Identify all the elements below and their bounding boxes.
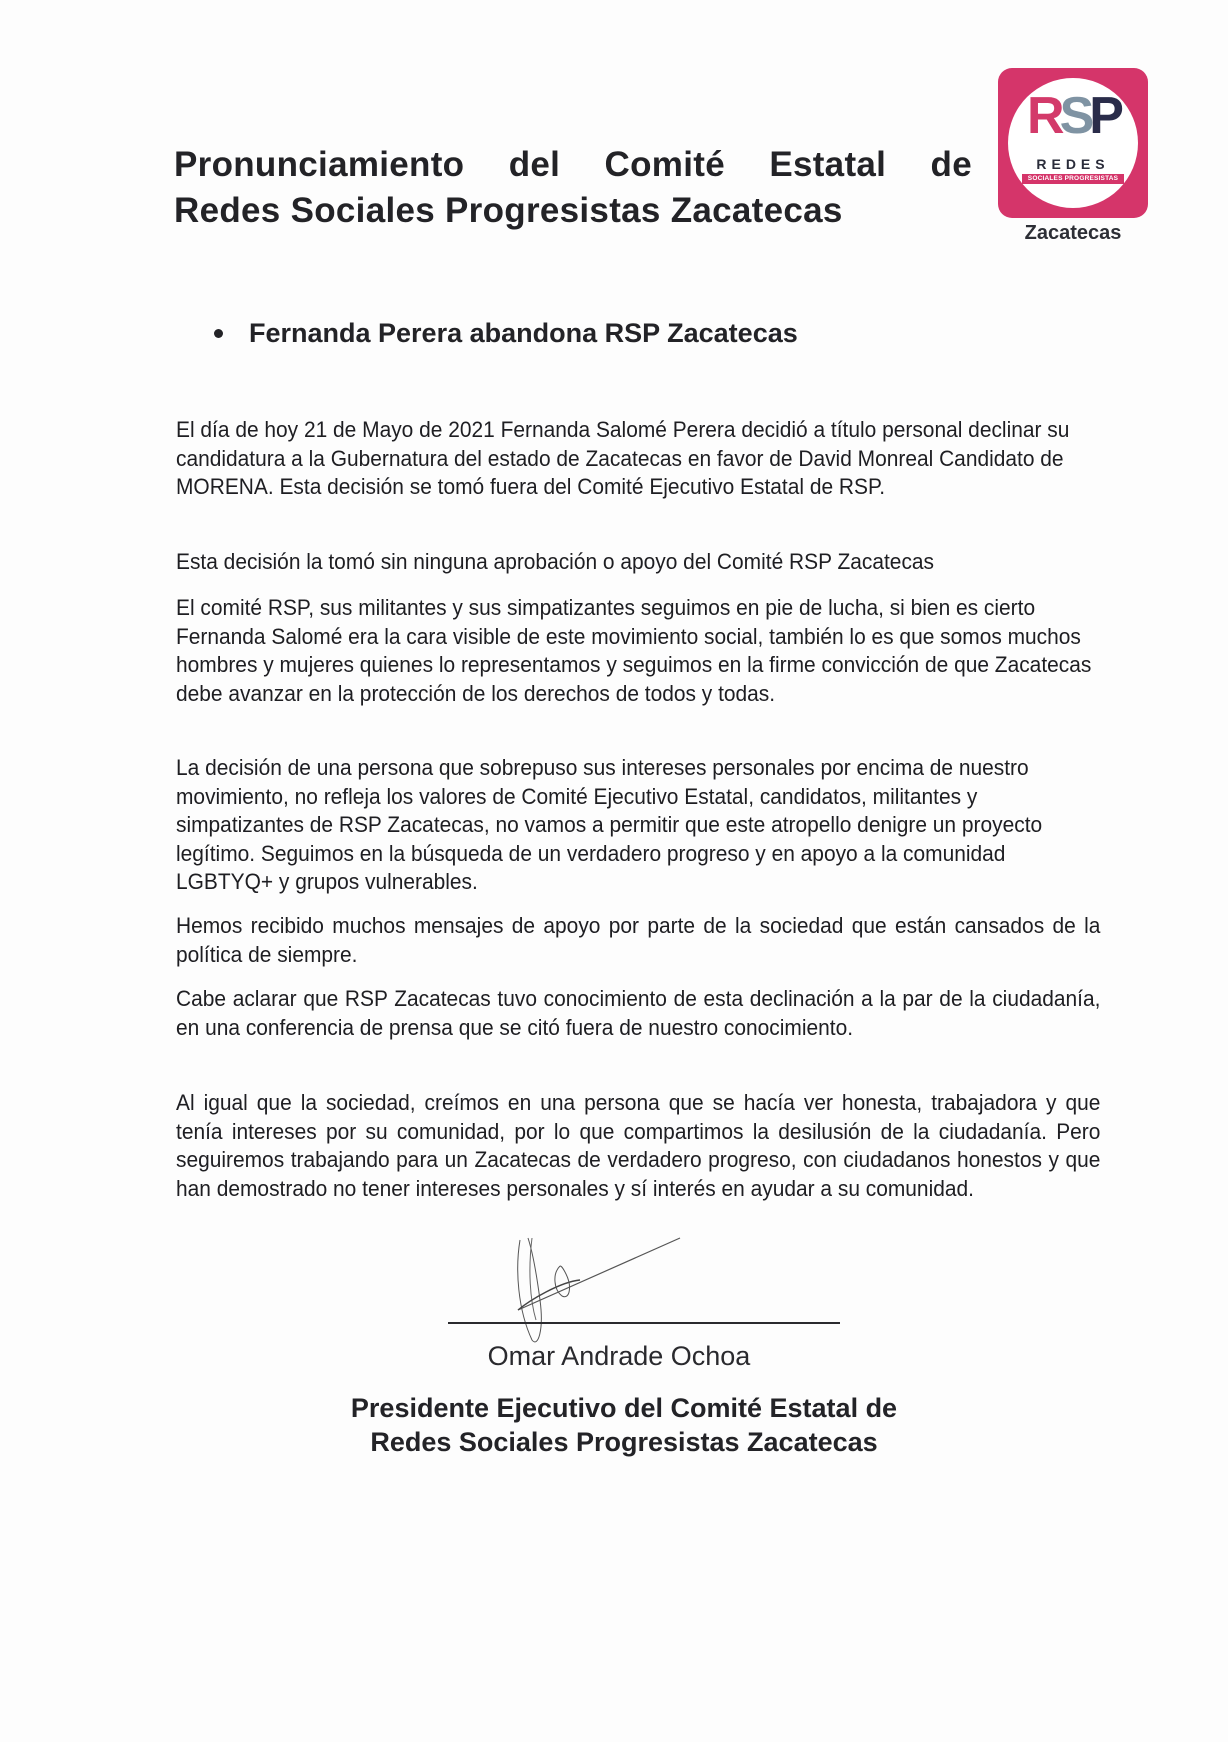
signer-title-line-1: Presidente Ejecutivo del Comité Estatal de (350, 1393, 898, 1423)
paragraph: El día de hoy 21 de Mayo de 2021 Fernanda Salomé Perera decidió a título personal declinar su candidatura a la Gubernatura del estado de Zacatecas en favor de David Monreal Candidato de MORENA. Esta decisión se tomó fuera del Comité Ejecutivo Estatal de RSP. (176, 417, 1070, 500)
title-word: Comité (604, 145, 725, 184)
title-line-2: Redes Sociales Progresistas Zacatecas (174, 191, 843, 230)
title-word: de (930, 145, 972, 184)
signer-title-line-2: Redes Sociales Progresistas Zacatecas (370, 1427, 878, 1457)
title-word: Estatal (769, 145, 887, 184)
logo-letter-s: S (1059, 87, 1090, 145)
signer-title (0, 1391, 1228, 1459)
logo-redes: REDES (1036, 156, 1110, 172)
rsp-logo (998, 68, 1148, 218)
paragraph: El comité RSP, sus militantes y sus simpatizantes seguimos en pie de lucha, si bien es cierto Fernanda Salomé era la cara visible de este movimiento social, también lo es que somos muchos hombres y mujeres quienes lo representamos y seguimos en la firme convicción de que Zacatecas debe avanzar en la protección de los derechos de todos y todas. (176, 595, 1092, 706)
logo-caption: Zacatecas (1024, 222, 1122, 244)
paragraph: La decisión de una persona que sobrepuso sus intereses personales por encima de nuestro movimiento, no refleja los valores de Comité Ejecutivo Estatal, candidatos, militantes y simpatizantes de RSP Zacatecas, no vamos a permitir que este atropello denigre un proyecto legítimo. Seguimos en la búsqueda de un verdadero progreso y en apoyo a la comunidad LGBTYQ+ y grupos vulnerables. (176, 755, 1043, 895)
bullet-heading (214, 318, 798, 349)
paragraph: Hemos recibido muchos mensajes de apoyo por parte de la sociedad que están cansados de la política de siempre. (176, 913, 1101, 967)
logo-letter-r: R (1027, 87, 1060, 145)
paragraph: Cabe aclarar que RSP Zacatecas tuvo conocimiento de esta declinación a la par de la ciudadanía, en una conferencia de prensa que se citó fuera de nuestro conocimiento. (176, 986, 1101, 1040)
logo-letter-p: P (1089, 87, 1119, 145)
title-word: Pronunciamiento (174, 145, 465, 184)
paragraph: Al igual que la sociedad, creímos en una persona que se hacía ver honesta, trabajadora y que tenía intereses por su comunidad, por lo que compartimos la desilusión de la ciudadanía. Pero seguiremos trabajando para un Zacatecas de verdadero progreso, con ciudadanos honestos y que han demostrado no tener intereses personales y sí interés en ayudar a su comunidad. (176, 1090, 1101, 1201)
paragraph: Esta decisión la tomó sin ninguna aprobación o apoyo del Comité RSP Zacatecas (176, 549, 935, 574)
bullet-heading-text: Fernanda Perera abandona RSP Zacatecas (249, 318, 798, 348)
bullet-icon (214, 329, 223, 338)
signer-name: Omar Andrade Ochoa (487, 1341, 751, 1371)
document-title (174, 142, 974, 234)
signature-line (448, 1322, 840, 1324)
title-line-1 (174, 142, 972, 188)
signature-icon (470, 1230, 710, 1350)
logo-subtitle: SOCIALES PROGRESISTAS (1022, 174, 1124, 184)
title-word: del (508, 145, 561, 184)
logo-rsp-letters (998, 87, 1148, 145)
